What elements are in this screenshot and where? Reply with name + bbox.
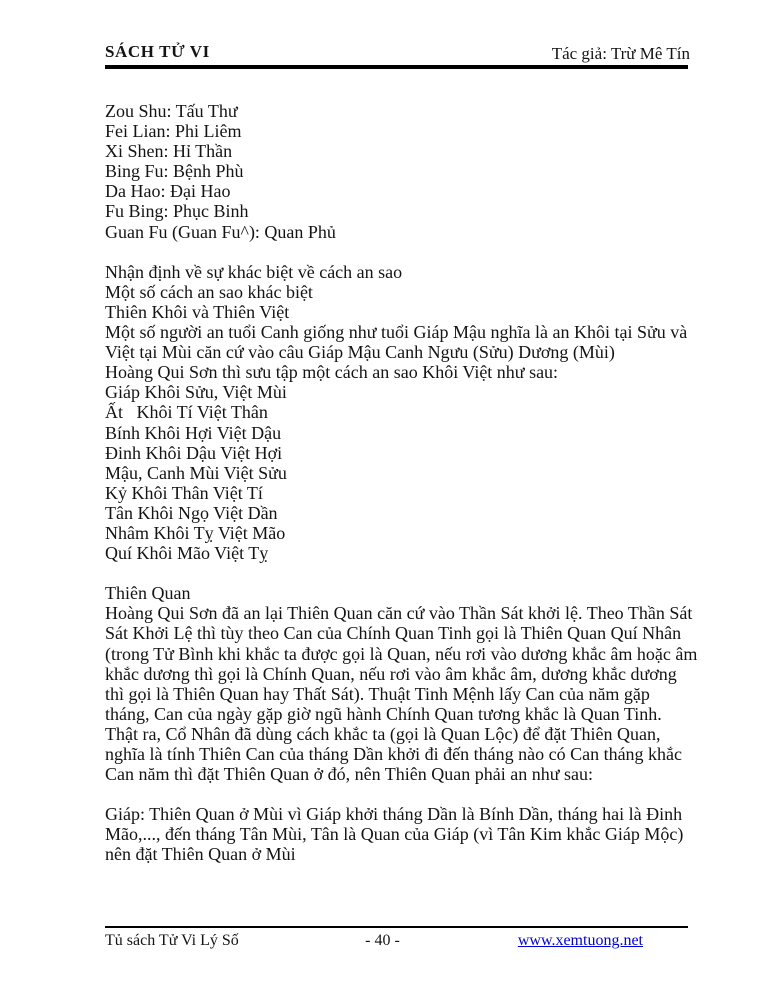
body-line: Thiên Khôi và Thiên Việt <box>105 301 290 322</box>
body-line: tháng, Can của ngày gặp giờ ngũ hành Chính Quan tương khắc là Quan Tinh. <box>105 703 662 724</box>
blank-line <box>105 242 705 262</box>
body-line: Mậu, Canh Mùi Việt Sửu <box>105 462 287 483</box>
book-title: SÁCH TỬ VI <box>105 42 210 61</box>
blank-line <box>105 563 705 583</box>
body-line: Fei Lian: Phi Liêm <box>105 121 242 142</box>
body-line: Quí Khôi Mão Việt Tỵ <box>105 543 269 564</box>
body-line: Thiên Quan <box>105 583 191 604</box>
body-line: Nhâm Khôi Tỵ Việt Mão <box>105 522 286 543</box>
blank-line <box>105 784 705 804</box>
body-line: (trong Tử Bình khi khắc ta được gọi là Quan, nếu rơi vào dương khắc âm hoặc âm <box>105 643 698 664</box>
footer-rule <box>105 926 688 928</box>
body-line: Một số cách an sao khác biệt <box>105 281 313 302</box>
body-line: Can năm thì đặt Thiên Quan ở đó, nên Thiên Quan phải an như sau: <box>105 764 594 785</box>
body-line: Xi Shen: Hỉ Thần <box>105 141 233 162</box>
body-line: Bing Fu: Bệnh Phù <box>105 161 244 182</box>
body-line: Hoàng Qui Sơn thì sưu tập một cách an sao Khôi Việt như sau: <box>105 362 559 383</box>
body-line: nghĩa là tính Thiên Can của tháng Dần khởi đi đến tháng nào có Can tháng khắc <box>105 744 683 764</box>
body-line: Giáp: Thiên Quan ở Mùi vì Giáp khởi tháng Dần là Bính Dần, tháng hai là Đinh <box>105 804 683 825</box>
body-line: Mão,..., đến tháng Tân Mùi, Tân là Quan của Giáp (vì Tân Kim khắc Giáp Mộc) <box>105 824 684 845</box>
body-line: Da Hao: Đại Hao <box>105 181 231 202</box>
page-number: - 40 - <box>365 932 400 949</box>
body-line: Thật ra, Cổ Nhân đã dùng cách khắc ta (gọi là Quan Lộc) để đặt Thiên Quan, <box>105 723 661 744</box>
body-line: Đinh Khôi Dậu Việt Hợi <box>105 442 283 463</box>
body-line: thì gọi là Thiên Quan hay Thất Sát). Thuật Tinh Mệnh lấy Can của năm gặp <box>105 683 650 704</box>
body-line: Fu Bing: Phục Binh <box>105 201 249 222</box>
body-line: khắc dương thì gọi là Chính Quan, nếu rơi vào âm khắc âm, dương khắc dương <box>105 663 677 684</box>
body-line: Nhận định về sự khác biệt về cách an sao <box>105 261 403 282</box>
body-line: Sát Khởi Lệ thì tùy theo Can của Chính Quan Tinh gọi là Thiên Quan Quí Nhân <box>105 623 682 644</box>
footer-website-link[interactable]: www.xemtuong.net <box>517 932 643 949</box>
author-credit: Tác giả: Trừ Mê Tín <box>551 44 690 63</box>
body-line: nên đặt Thiên Quan ở Mùi <box>105 844 296 865</box>
body-line: Một số người an tuổi Canh giống như tuổi Giáp Mậu nghĩa là an Khôi tại Sửu và <box>105 322 688 343</box>
body-line: Ất Khôi Tí Việt Thân <box>105 402 268 423</box>
body-line: Hoàng Qui Sơn đã an lại Thiên Quan căn cứ vào Thần Sát khởi lệ. Theo Thần Sát <box>105 603 693 624</box>
header-rule <box>105 65 688 69</box>
body-line: Zou Shu: Tấu Thư <box>105 101 238 121</box>
body-line: Kỷ Khôi Thân Việt Tí <box>105 482 263 503</box>
page-body <box>105 101 705 865</box>
body-line: Tân Khôi Ngọ Việt Dần <box>105 502 278 523</box>
body-line: Bính Khôi Hợi Việt Dậu <box>105 422 282 443</box>
body-line: Việt tại Mùi căn cứ vào câu Giáp Mậu Canh Ngưu (Sửu) Dương (Mùi) <box>105 342 615 363</box>
footer-series-title: Tủ sách Tử Vi Lý Số <box>105 932 239 949</box>
body-line: Guan Fu (Guan Fu^): Quan Phủ <box>105 221 336 242</box>
body-line: Giáp Khôi Sửu, Việt Mùi <box>105 382 287 403</box>
